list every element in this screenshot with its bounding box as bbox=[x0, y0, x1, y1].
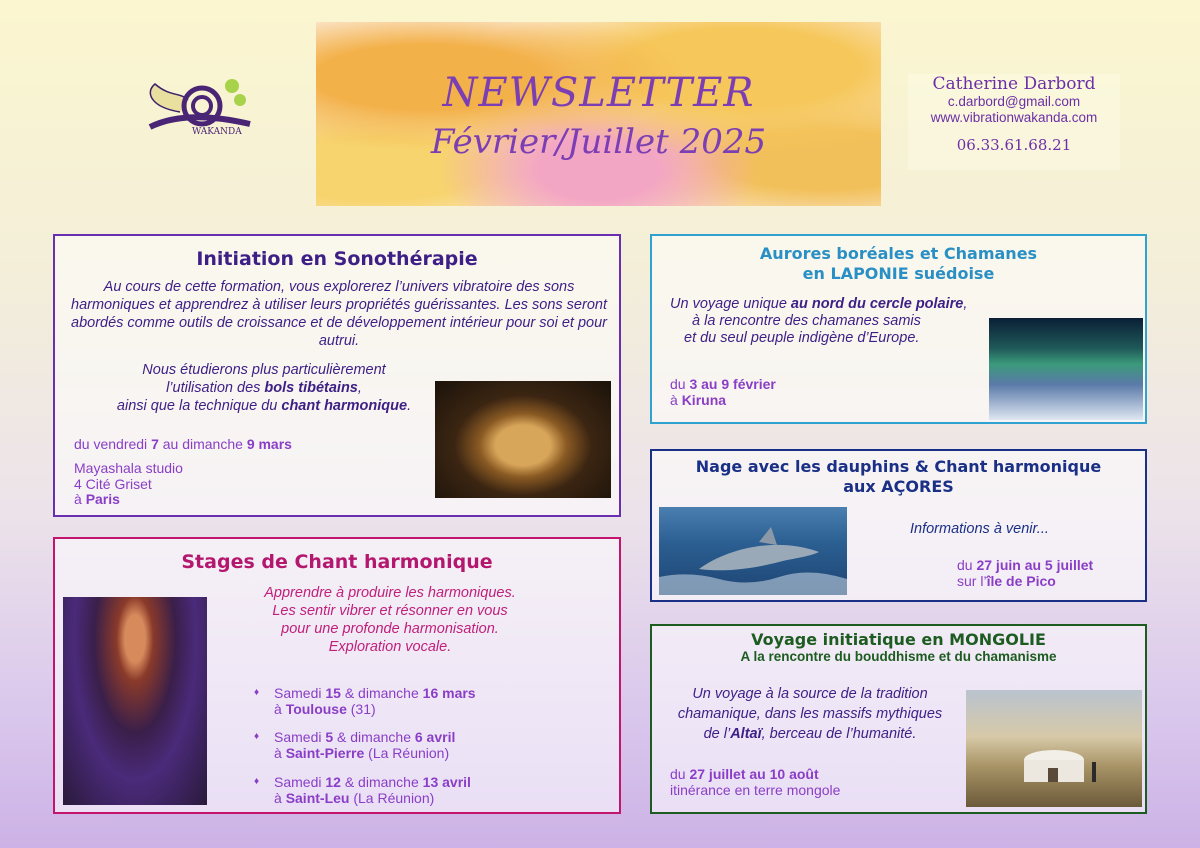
wakanda-logo bbox=[140, 72, 270, 137]
mongolie-subtitle: A la rencontre du bouddhisme et du chamanisme bbox=[740, 649, 1057, 664]
aurora-photo bbox=[989, 318, 1143, 420]
contact-website[interactable]: www.vibrationwakanda.com bbox=[930, 110, 1098, 125]
banner-subtitle: Février/Juillet 2025 bbox=[430, 122, 767, 162]
contact-name: Catherine Darbord bbox=[932, 74, 1096, 94]
stage-item: ♦ Samedi 15 & dimanche 16 mars à Toulouse (31) bbox=[254, 685, 476, 717]
mongolie-description: Un voyage à la source de la tradition chamanique, dans les massifs mythiques de l’Altaï, berceau de l’humanité. bbox=[677, 686, 943, 742]
sonotherapie-study bbox=[69, 361, 459, 415]
chant-title: Stages de Chant harmonique bbox=[181, 551, 493, 573]
mongolie-date: du 27 juillet au 10 août itinérance en terre mongole bbox=[670, 766, 841, 798]
study-line: l’utilisation des bols tibétains, bbox=[166, 380, 362, 396]
mongolie-section bbox=[650, 624, 1147, 814]
diamond-bullet-icon: ♦ bbox=[254, 776, 260, 787]
logo-text: WAKANDA bbox=[192, 127, 242, 137]
dolphin-photo bbox=[659, 507, 847, 595]
dauphins-section bbox=[650, 449, 1147, 602]
newsletter-banner bbox=[316, 22, 881, 206]
sonotherapie-intro: Au cours de cette formation, vous explorerez l’univers vibratoire des sons harmoniques et apprendrez à utiliser leurs propriétés guérissantes. Les sons seront abordés comme outils de croissance et de développement intérieur pour soi et pour autrui. bbox=[71, 279, 607, 349]
laponie-description: Un voyage unique au nord du cercle polaire, à la rencontre des chamanes samis et du seul peuple indigène d’Europe. bbox=[670, 296, 968, 346]
contact-email[interactable]: c.darbord@gmail.com bbox=[947, 94, 1081, 109]
contact-block bbox=[908, 74, 1120, 170]
diamond-bullet-icon: ♦ bbox=[254, 731, 260, 742]
yurt-photo bbox=[966, 690, 1142, 807]
chant-intro: Apprendre à produire les harmoniques. Les sentir vibrer et résonner en vous pour une profonde harmonisation. Exploration vocale. bbox=[264, 585, 516, 655]
contact-phone: 06.33.61.68.21 bbox=[956, 136, 1072, 154]
diamond-bullet-icon: ♦ bbox=[254, 687, 260, 698]
sonotherapie-section bbox=[53, 234, 621, 517]
sonotherapie-title: Initiation en Sonothérapie bbox=[196, 248, 478, 270]
laponie-section bbox=[650, 234, 1147, 424]
stage-item: ♦ Samedi 5 & dimanche 6 avril à Saint-Pierre (La Réunion) bbox=[254, 729, 456, 761]
dauphins-date: du 27 juin au 5 juillet sur l’île de Pico bbox=[957, 557, 1094, 589]
laponie-title: Aurores boréales et Chamanes en LAPONIE suédoise bbox=[759, 244, 1038, 283]
sonotherapie-address: Mayashala studio 4 Cité Griset à Paris bbox=[74, 460, 183, 507]
mongolie-title: Voyage initiatique en MONGOLIE bbox=[751, 630, 1046, 649]
dauphins-info: Informations à venir... bbox=[910, 521, 1049, 537]
laponie-date: du 3 au 9 février à Kiruna bbox=[670, 376, 776, 408]
study-line: ainsi que la technique du chant harmonique. bbox=[116, 398, 412, 414]
chant-harmonique-section bbox=[53, 537, 621, 814]
dauphins-title: Nage avec les dauphins & Chant harmonique aux AÇORES bbox=[695, 457, 1102, 496]
study-line: Nous étudierons plus particulièrement bbox=[142, 362, 386, 378]
banner-title: NEWSLETTER bbox=[442, 70, 755, 116]
singer-photo bbox=[63, 597, 207, 805]
tibetan-bowl-photo bbox=[435, 381, 611, 498]
stage-item: ♦ Samedi 12 & dimanche 13 avril à Saint-Leu (La Réunion) bbox=[254, 774, 471, 806]
sonotherapie-date: du vendredi 7 au dimanche 9 mars bbox=[74, 436, 292, 452]
